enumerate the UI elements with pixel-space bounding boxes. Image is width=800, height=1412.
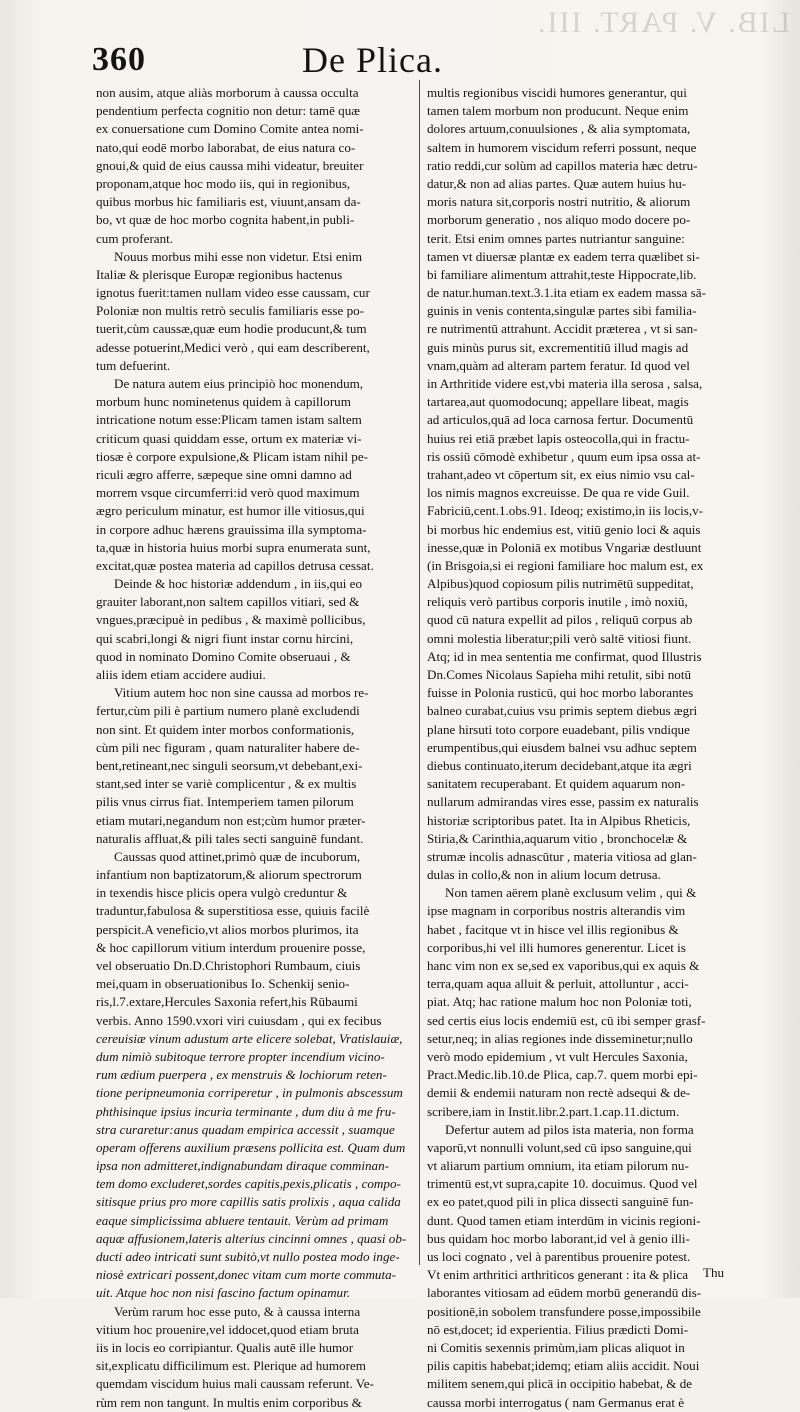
text-line: quibus morbus hic familiaris est, viuunt,ansam da- bbox=[96, 194, 361, 210]
text-line: diebus continuato,iterum decidebant,atque ita ægri bbox=[427, 757, 692, 773]
text-line: tiosæ è corpore expulsione,& Plicam istam nihil pe- bbox=[96, 448, 369, 464]
text-line: intricatione notum esse:Plicam tamen istam saltem bbox=[96, 412, 362, 428]
text-line: aliis idem etiam accidere audiui. bbox=[96, 667, 266, 682]
text-line: Caussas quod attinet,primò quæ de incuborum, bbox=[114, 848, 361, 864]
text-line: adesse potuerint,Medici verò , qui eam describerent, bbox=[96, 339, 370, 355]
text-line: in corpore adhuc hærens grauissima illa symptoma- bbox=[96, 521, 367, 537]
text-line: sanitatem recuperabant. Et quidem aquarum non- bbox=[427, 776, 686, 792]
text-line: bent,retineant,nec singuli seorsum,vt debebant,exi- bbox=[96, 757, 363, 773]
text-line: Alpibus)quod copiosum pilis nutrimētū suppeditat, bbox=[427, 576, 694, 592]
text-line: rùm rem non tangunt. In multis enim corporibus & bbox=[96, 1394, 362, 1410]
text-line: plane hirsuti toto corpore euadebant, pilis vndique bbox=[427, 721, 690, 737]
text-line: scribere,iam in Instit.libr.2.part.1.cap.11.dictum. bbox=[427, 1103, 680, 1119]
text-line: strumæ incolis adnascūtur , materia vitiosa ad glan- bbox=[427, 848, 697, 864]
text-line: Stiria,& Carinthia,aquarum vitio , bronchocelæ & bbox=[427, 830, 688, 846]
text-line: & hoc capillorum vitium interdum prouenire posse, bbox=[96, 939, 366, 955]
text-line: terit. Etsi enim omnes partes nutriantur sanguine: bbox=[427, 230, 685, 246]
text-line: ris ossiū cōmodè exhibetur , quum eum ipsa ossa at- bbox=[427, 448, 701, 464]
text-line: nō est,docet; id experientia. Filius prædicti Domi- bbox=[427, 1321, 689, 1337]
text-line: corporibus,hi vel illi humores generentur. Licet is bbox=[427, 939, 686, 955]
text-line: vitium hoc prouenire,vel iddocet,quod etiam bruta bbox=[96, 1321, 359, 1337]
text-line: ad articulos,quā ad loca carnosa fertur. Documentū bbox=[427, 412, 694, 428]
text-line: Nouus morbus mihi esse non videtur. Etsi enim bbox=[114, 248, 363, 264]
text-line: Vitium autem hoc non sine caussa ad morbos re- bbox=[114, 685, 369, 701]
text-line: dolores artuum,conuulsiones , & alia symptomata, bbox=[427, 121, 691, 137]
text-line: tem domo excluderet,sordes capitis,pexis,plicatis , compo- bbox=[96, 1176, 401, 1192]
text-line: criticum quasi quiddam esse, ortum ex materiæ vi- bbox=[96, 430, 362, 446]
text-line: reliquis verò partibus corporis inutile , imò noxiū, bbox=[427, 594, 688, 610]
text-line: gnoui,& quid de eius caussa mihi videatur, breuiter bbox=[96, 157, 364, 173]
text-line: vt aliarum partium omnium, ita etiam pilorum nu- bbox=[427, 1158, 689, 1174]
text-line: traduntur,fabulosa & superstitiosa esse, quiuis facilè bbox=[96, 903, 370, 919]
text-line: multis regionibus viscidi humores generantur, qui bbox=[427, 85, 687, 100]
text-line: ratio reddi,cur solùm ad capillos materia hæc detru- bbox=[427, 157, 698, 173]
text-line: naturalis affluat,& pili tales secti sanguinē fundant. bbox=[96, 830, 364, 846]
text-line: sit,explicatu difficilimum est. Plerique ad humorem bbox=[96, 1358, 366, 1374]
text-line: omni molestia liberatur;pili verò saltē vitiosi fiunt. bbox=[427, 630, 692, 646]
text-line: guinis in venis contenta,singulæ partes sibi familia- bbox=[427, 303, 697, 319]
text-line: datur,& non ad alias partes. Quæ autem huius hu- bbox=[427, 175, 687, 191]
text-line: tamen talem morbum non producunt. Neque enim bbox=[427, 103, 689, 119]
text-line: tione peripneumonia corriperetur , in pulmonis abscessum bbox=[96, 1085, 403, 1101]
text-line: Vt enim arthritici arthriticos generant : ita & plica bbox=[427, 1267, 689, 1283]
text-line: bi familiare alimentum attrahit,teste Hippocrate,lib. bbox=[427, 266, 697, 282]
text-line: tartarea,aut quomodocunq; appellare libeat, magis bbox=[427, 394, 689, 410]
text-line: setur,neq; in alias regiones inde disseminetur;nullo bbox=[427, 1030, 693, 1046]
text-line: cereuisiæ vinum adustum arte elicere solebat, Vratislauiæ, bbox=[96, 1030, 403, 1046]
text-line: caussa morbi interrogatus ( nam Germanus erat è bbox=[427, 1394, 685, 1410]
text-line: dum nimiò subitoque terrore propter incendium vicino- bbox=[96, 1048, 385, 1064]
text-line: ignotus fuerit:tamen nullam video esse caussam, cur bbox=[96, 285, 370, 301]
text-line: demii & endemii naturam non rectè adsequi & de- bbox=[427, 1085, 691, 1101]
text-line: pilis vnus cirrus fiat. Intemperiem tamen pilorum bbox=[96, 794, 354, 810]
text-line: operam offerens auxilium præsens pollicita est. Quam dum bbox=[96, 1139, 406, 1155]
text-line: verò modo epidemium , vt vult Hercules Saxonia, bbox=[427, 1048, 688, 1064]
text-line: in Arthritide videre est,vbi materia illa serosa , salsa, bbox=[427, 376, 703, 391]
text-line: verbis. Anno 1590.vxori viri cuiusdam , qui ex fecibus bbox=[96, 1012, 382, 1028]
text-line: saltem in humorem viscidum referri possunt, neque bbox=[427, 139, 697, 155]
text-line: positionē,in sobolem transfundere posse,impossibile bbox=[427, 1303, 701, 1319]
text-line: hanc vim non ex se,sed ex vaporibus,qui ex aquis & bbox=[427, 958, 700, 973]
text-line: non ausim, atque aliàs morborum à caussa occulta bbox=[96, 85, 359, 100]
right-column bbox=[427, 84, 743, 1412]
text-line: erumpentibus,qui eiusdem balnei vsu adhuc septem bbox=[427, 739, 697, 755]
page-header bbox=[92, 40, 732, 88]
text-line: riculi ægro afferre, sæpeque sine omni damno ad bbox=[96, 466, 352, 482]
text-line: laborantes vitiosam ad eūdem morbū generandū dis- bbox=[427, 1285, 702, 1301]
text-line: inesse,quæ in Poloniā ex motibus Vngariæ destluunt bbox=[427, 539, 702, 555]
text-line: vnam,quàm ad alteram partem feratur. Id quod vel bbox=[427, 357, 690, 373]
text-line: ex eo patet,quod pili in plica dissecti sanguinē fun- bbox=[427, 1194, 694, 1210]
text-line: sitisque prius pro more capillis satis prolixis , aqua calida bbox=[96, 1194, 401, 1210]
text-line: ipsa non admitteret,indignabundam diraque comminan- bbox=[96, 1158, 390, 1174]
text-line: quod cū natura expellit ad pilos , reliquū corpus ab bbox=[427, 612, 693, 628]
text-line: cum proferant. bbox=[96, 230, 174, 246]
text-line: vel obseruatio Dn.D.Christophori Rumbaum, ciuis bbox=[96, 958, 361, 973]
text-line: tamen vt diuersæ plantæ ex eadem terra quælibet si- bbox=[427, 248, 700, 264]
text-line: Atq; id in mea sententia me confirmat, quod Illustris bbox=[427, 648, 702, 664]
text-line: Dn.Comes Nicolaus Sapieha mihi retulit, sibi notū bbox=[427, 667, 692, 682]
text-line: Pract.Medic.lib.10.de Plica, cap.7. quem morbi epi- bbox=[427, 1067, 698, 1083]
text-line: cùm pili nec figuram , quam naturaliter habere de- bbox=[96, 739, 360, 755]
text-line: habet , facitque vt in hisce vel illis regionibus & bbox=[427, 921, 679, 937]
text-line: Fabriciū,cent.1.obs.91. Ideoq; existimo,in iis locis,v- bbox=[427, 503, 704, 519]
text-line: tuerit,cùm caussæ,quæ eum hodie producunt,& tum bbox=[96, 321, 367, 337]
text-line: balneo curabat,cuius vsu primis septem diebus ægri bbox=[427, 703, 698, 719]
text-line: Verùm rarum hoc esse puto, & à caussa interna bbox=[114, 1303, 361, 1319]
text-line: sed certis eius locis endemiū est, cū ibi semper grasf- bbox=[427, 1012, 706, 1028]
text-line: Non tamen aërem planè exclusum velim , qui & bbox=[445, 885, 697, 901]
text-line: los nimis magnos excreuisse. De qua re vide Guil. bbox=[427, 485, 690, 501]
text-line: infantium non baptizatorum,& aliorum spectrorum bbox=[96, 867, 362, 883]
text-line: ris,l.7.extare,Hercules Saxonia refert,his Rūbaumi bbox=[96, 994, 358, 1010]
text-line: ta,quæ in historia huius morbi supra enumerata sunt, bbox=[96, 539, 371, 555]
text-line: vngues,præcipuè in pedibus , & maximè pollicibus, bbox=[96, 612, 366, 628]
text-line: historiæ scriptoribus patet. Ita in Alpibus Rheticis, bbox=[427, 812, 691, 828]
text-line: iis in locis eo corripiantur. Qualis autē ille humor bbox=[96, 1339, 354, 1355]
page-number: 360 bbox=[92, 41, 146, 78]
text-line: Defertur autem ad pilos ista materia, non forma bbox=[445, 1121, 694, 1137]
text-line: us loci cognato , vel à parentibus prouenire potest. bbox=[427, 1249, 691, 1264]
text-line: phthisinque ipsius incuria terminante , dum diu à me fru- bbox=[96, 1103, 396, 1119]
text-line: quod in nominato Domino Comite obseruaui , & bbox=[96, 648, 351, 664]
text-line: etiam mutari,negandum non est;cùm humor præter- bbox=[96, 812, 366, 828]
text-line: bus quidam hoc morbo laborant,id vel à genio illi- bbox=[427, 1230, 690, 1246]
text-line: moris natura sit,corporis nostri nutritio, & aliorum bbox=[427, 194, 691, 210]
text-line: Poloniæ non multis retrò seculis familiaris esse po- bbox=[96, 303, 365, 319]
text-line: ducti adeo intricati sunt subitò,vt nullo postea modo inge- bbox=[96, 1249, 400, 1264]
text-line: De natura autem eius principiò hoc monendum, bbox=[114, 376, 364, 391]
text-line: de natur.human.text.3.1.ita etiam ex eadem massa sā- bbox=[427, 285, 706, 301]
text-line: niosè extricari possent,donec vitam cum morte commuta- bbox=[96, 1267, 396, 1283]
text-line: tum defuerint. bbox=[96, 357, 171, 373]
text-line: perspicit.A veneficio,vt alios morbos plurimos, ita bbox=[96, 921, 359, 937]
text-line: huius rei etiā præbet lapis osteocolla,qui in fractu- bbox=[427, 430, 690, 446]
text-line: rum ædium puerpera , ex menstruis & lochiorum reten- bbox=[96, 1067, 387, 1083]
text-line: Italiæ & plerisque Europæ regionibus hactenus bbox=[96, 266, 343, 282]
text-line: piat. Atq; hac ratione malum hoc non Poloniæ toti, bbox=[427, 994, 692, 1010]
text-line: ex conuersatione cum Domino Comite antea nomi- bbox=[96, 121, 364, 137]
text-line: grauiter laborant,non saltem capillos vitiari, sed & bbox=[96, 594, 360, 610]
running-title: De Plica. bbox=[302, 40, 443, 80]
text-line: pendentium perfecta cognitio non detur: tamē quæ bbox=[96, 103, 360, 119]
column-divider bbox=[419, 80, 420, 1265]
text-line: pilis capitis habebat;idemq; etiam aliis accidit. Noui bbox=[427, 1358, 700, 1374]
text-line: re nutrimentū attrahunt. Accidit præterea , vt si san- bbox=[427, 321, 698, 337]
text-line: bo, vt quæ de hoc morbo cognita habent,in publi- bbox=[96, 212, 355, 228]
text-line: morborum generatio , nos aliquo modo docere po- bbox=[427, 212, 691, 228]
text-line: fertur,cùm pili è partium numero planè excludendi bbox=[96, 703, 360, 719]
text-line: proponam,atque hoc modo iis, qui in regionibus, bbox=[96, 175, 351, 191]
text-line: ipse magnam in corporibus nostris alterandis vim bbox=[427, 903, 686, 919]
text-line: morrem vsque circumferri:id verò quod maximum bbox=[96, 485, 360, 501]
text-line: quemdam viscidum huius mali caussam referunt. Ve- bbox=[96, 1376, 374, 1392]
text-line: trimentū est,vt supra,capite 10. docuimus. Quod vel bbox=[427, 1176, 698, 1192]
text-line: dulas in collo,& non in alium locum detrusa. bbox=[427, 867, 661, 883]
bleed-through-text: LIB. V. PART. III. bbox=[536, 6, 790, 39]
text-line: vaporū,vt nonnulli volunt,sed cū ipso sanguine,qui bbox=[427, 1139, 692, 1155]
catchword: Thu bbox=[703, 1265, 725, 1280]
text-line: uit. Atque hoc non nisi fascino factum opinamur. bbox=[96, 1285, 350, 1301]
text-line: terra,quam aqua alluit & perluit, attolluntur , acci- bbox=[427, 976, 689, 992]
text-line: in texendis hisce plicis opera vulgò creduntur & bbox=[96, 885, 348, 901]
text-line: Deinde & hoc historiæ addendum , in iis,qui eo bbox=[114, 576, 363, 592]
text-line: stant,sed inter se variè complicentur , & ex multis bbox=[96, 776, 357, 792]
text-line: guis minùs purus sit, excrementitiū illud magis ad bbox=[427, 339, 689, 355]
text-line: fuisse in Polonia rusticū, qui hoc morbo laborantes bbox=[427, 685, 694, 701]
text-line: nullarum admirandas vires esse, passim ex naturalis bbox=[427, 794, 699, 810]
text-line: dunt. Quod tamen etiam interdūm in vicinis regioni- bbox=[427, 1212, 701, 1228]
text-line: ægro periculum minatur, est humor ille vitiosus,qui bbox=[96, 503, 365, 519]
text-line: qui scabri,longi & nigri fiunt instar cornu hircini, bbox=[96, 630, 354, 646]
text-line: morbum hunc nominetenus quidem à capillorum bbox=[96, 394, 351, 410]
left-column bbox=[96, 84, 414, 1412]
text-line: (in Brisgoia,si ei regioni familiare hoc malum est, ex bbox=[427, 557, 704, 573]
text-line: aquæ affusionem,lateris alterius cincinni omnes , quasi ob- bbox=[96, 1230, 407, 1246]
text-line: ni Comitis sexennis primùm,iam plicas aliquot in bbox=[427, 1339, 685, 1355]
text-line: trahant,adeo vt cōpertum sit, ex eius nimio vsu cal- bbox=[427, 466, 695, 482]
text-line: stra curaretur:anus quadam empirica accessit , suamque bbox=[96, 1121, 395, 1137]
text-line: eaque simplicissima abluere tentauit. Verùm ad primam bbox=[96, 1212, 389, 1228]
text-line: militem senem,qui plicā in occipitio habebat, & de bbox=[427, 1376, 693, 1392]
text-line: excitat,quæ postea materia ad capillos detrusa cessat. bbox=[96, 557, 374, 573]
text-line: nato,qui eodē morbo laborabat, de eius natura co- bbox=[96, 139, 356, 155]
text-line: non sint. Et quidem inter morbos conformationis, bbox=[96, 721, 355, 737]
text-line: mei,quam in obseruationibus Io. Schenkij senio- bbox=[96, 976, 350, 992]
text-line: bi morbus hic endemius est, vitiū genio loci & aquis bbox=[427, 521, 701, 537]
